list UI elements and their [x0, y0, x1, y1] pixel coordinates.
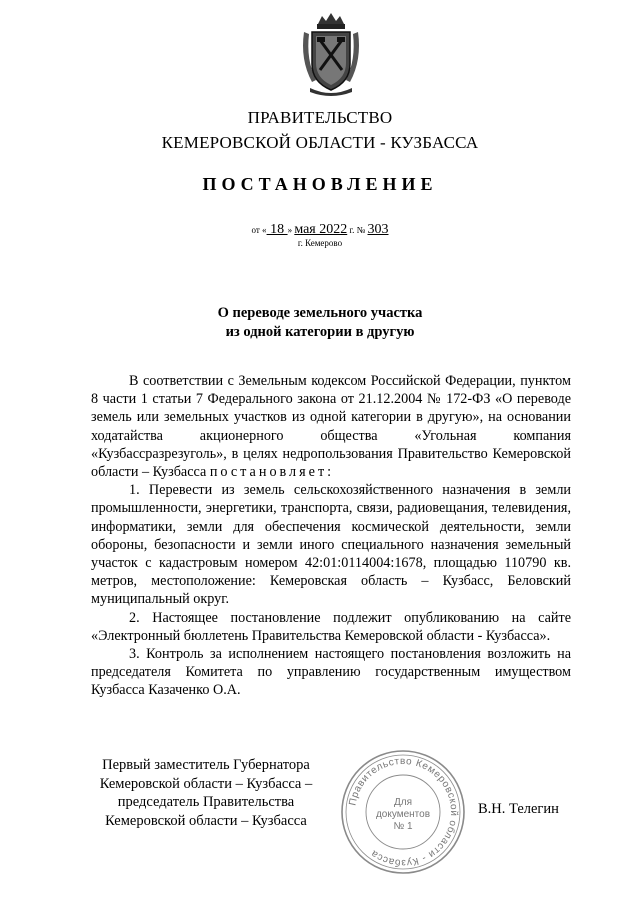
decree-subject	[0, 304, 640, 342]
government-title-line2: КЕМЕРОВСКОЙ ОБЛАСТИ - КУЗБАССА	[161, 133, 479, 152]
seal-ring-text: Правительство Кемеровской области - Кузбасса	[347, 755, 460, 869]
signatory-line1: Первый заместитель Губернатора	[102, 757, 310, 773]
signatory-line2: Кемеровской области – Кузбасса –	[99, 775, 313, 792]
body-paragraph-1: 1. Перевести из земель сельскохозяйственного назначения в земли промышленности, энергетики, транспорта, связи, радиовещания, телевидения, информатики, земли для обеспечения космической деятельности, земли обороны, безопасности и земли иного специального назначения земельный участок с кадастровым номером 42:01:0114004:1678, площадью 110790 кв. метров, местоположение: Кемеровская область – Кузбасс, Беловский муниципальный округ.	[91, 482, 571, 608]
government-title-line1: ПРАВИТЕЛЬСТВО	[247, 108, 393, 127]
body-paragraph-preamble	[91, 372, 571, 481]
preamble-resolves: постановляет:	[209, 464, 335, 481]
seal-center-line3: № 1	[393, 821, 413, 832]
official-seal-stamp	[338, 747, 468, 877]
decree-number: 303	[367, 222, 389, 237]
date-mid: »	[287, 225, 295, 235]
date-month-year: мая 2022	[294, 222, 348, 237]
decree-title: ПОСТАНОВЛЕНИЕ	[202, 174, 438, 194]
date-number-label: г. №	[347, 225, 368, 235]
signatory-line4: Кемеровской области – Кузбасса	[105, 812, 307, 829]
seal-center-line1: Для	[393, 797, 413, 808]
decree-dateline	[0, 221, 640, 238]
signatory-title	[86, 756, 326, 830]
subject-line2: из одной категории в другую	[225, 324, 415, 340]
preamble-text: В соответствии с Земельным кодексом Российской Федерации, пунктом 8 части 1 статьи 7 Федерального закона от 21.12.2004 № 172-ФЗ «О переводе земель или земельных участков из одной категории в другую», на основании ходатайства акционерного общества «Угольная компания «Кузбассразрезуголь», в целях недропользования Правительство Кемеровской области – Кузбасса	[91, 373, 571, 481]
body-paragraph-2: 2. Настоящее постановление подлежит опубликованию на сайте «Электронный бюллетень Правительства Кемеровской области - Кузбасса».	[91, 609, 571, 644]
decree-body	[91, 372, 571, 700]
decree-city: г. Кемерово	[297, 238, 343, 248]
date-day: 18	[266, 222, 288, 237]
kemerovo-coat-of-arms-icon	[298, 10, 364, 96]
body-paragraph-3: 3. Контроль за исполнением настоящего постановления возложить на председателя Комитета по управлению государственным имуществом Кузбасса Казаченко О.А.	[91, 646, 571, 699]
date-prefix: от «	[251, 225, 267, 235]
signatory-name: В.Н. Телегин	[478, 801, 559, 817]
subject-line1: О переводе земельного участка	[217, 305, 423, 321]
seal-center-line2: документов	[375, 809, 431, 820]
signatory-line3: председатель Правительства	[117, 794, 295, 810]
